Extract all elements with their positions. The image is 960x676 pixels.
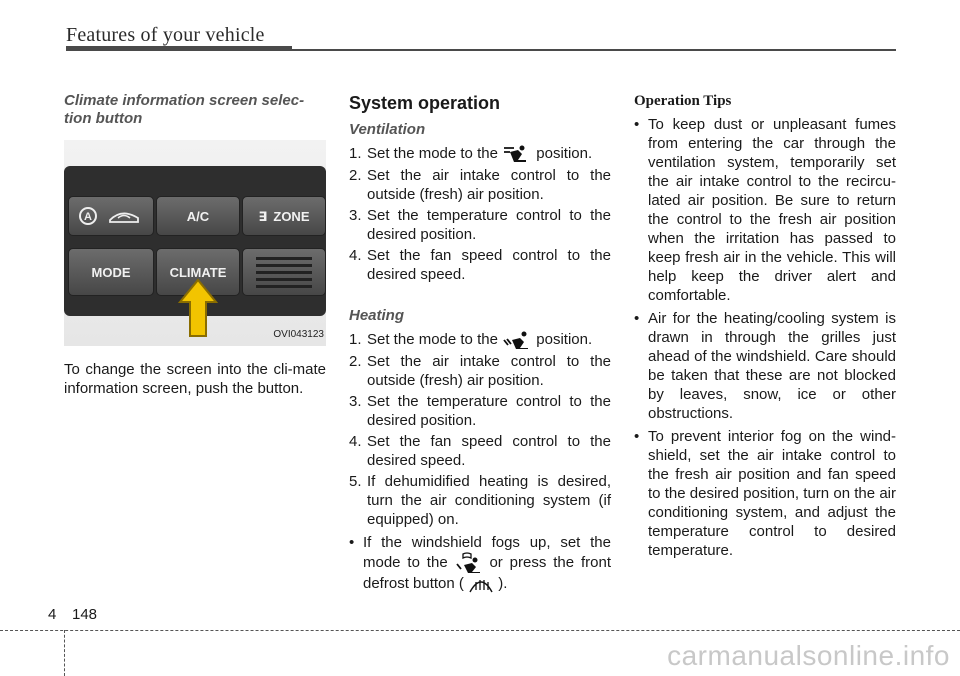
bullet-text: If the windshield fogs up, set the mode to the xyxy=(363,534,611,572)
list-item xyxy=(634,427,896,560)
step-text: Set the fan speed control to the desired speed. xyxy=(367,247,611,284)
step-number: 4. xyxy=(349,433,362,451)
step-text: position. xyxy=(536,145,593,162)
step-text: Set the temperature control to the desired position. xyxy=(367,207,611,244)
climate-button: CLIMATE xyxy=(156,248,240,296)
list-item xyxy=(349,206,611,244)
heating-heading: Heating xyxy=(349,307,405,325)
bullet-dot: • xyxy=(349,534,355,552)
list-item xyxy=(349,246,611,284)
zone-icon: ∃ xyxy=(258,208,268,224)
bullet-text: or press the front defrost button ( xyxy=(363,554,612,593)
system-operation-heading: System operation xyxy=(349,93,501,113)
step-text: Set the air intake control to the outside (fresh) air position. xyxy=(367,167,611,204)
step-text: Set the air intake control to the outside (fresh) air position. xyxy=(367,353,611,390)
header-rule-thin xyxy=(292,49,896,51)
bullet-text: To prevent interior fog on the wind-shield, set the air intake control to the fresh air position and fan speed to the desired position, turn on the air conditioning system, and adjust the temperature control to desired temperature. xyxy=(648,428,896,559)
left-heading: Climate information screen selec- tion button xyxy=(64,92,305,127)
middle-column xyxy=(349,92,611,596)
step-number: 5. xyxy=(349,473,362,491)
zone-label: ZONE xyxy=(273,208,310,224)
image-code: OVI043123 xyxy=(273,329,324,340)
bullet-dot: • xyxy=(634,428,640,445)
step-number: 1. xyxy=(349,331,362,349)
step-number: 2. xyxy=(349,353,362,371)
floor-mode-icon xyxy=(502,330,532,350)
climate-button-photo xyxy=(64,140,326,346)
list-item xyxy=(634,115,896,305)
step-text: Set the mode to the xyxy=(367,145,498,162)
operation-tips-list xyxy=(634,115,896,560)
list-item xyxy=(349,352,611,390)
chapter-number: 4 xyxy=(48,606,57,623)
right-column xyxy=(634,92,896,562)
up-arrow-icon xyxy=(178,278,218,338)
step-text: Set the fan speed control to the desired speed. xyxy=(367,433,611,470)
step-number: 2. xyxy=(349,167,362,185)
bullet-text: ). xyxy=(498,575,508,593)
heating-bullets xyxy=(349,533,611,594)
vent-mode-icon xyxy=(502,144,532,164)
auto-icon xyxy=(76,204,146,228)
step-text: Set the mode to the xyxy=(367,331,498,349)
list-item xyxy=(349,472,611,529)
header-rule xyxy=(66,46,292,51)
step-text: Set the temperature control to the desired position. xyxy=(367,393,611,430)
bullet-text: To keep dust or unpleasant fumes from entering the car through the ventilation system, temporarily set the air intake control to the recircu-lated air position. Be sure to return the control to the fresh air position when the irritation has passed to keep fresh air in the vehicle. This will help keep the driver alert and comfortable. xyxy=(648,116,896,304)
list-item xyxy=(349,392,611,430)
list-item xyxy=(634,309,896,423)
bullet-text: Air for the heating/cooling system is drawn in through the grilles just ahead of the windshield. Care should be taken that these are not blocked by leaves, snow, ice or other obstructions. xyxy=(648,310,896,422)
vent-grille xyxy=(242,248,326,296)
list-item xyxy=(349,330,611,350)
footer-rule xyxy=(0,630,960,631)
mode-button: MODE xyxy=(68,248,154,296)
watermark: carmanualsonline.info xyxy=(667,640,950,671)
step-number: 1. xyxy=(349,145,362,162)
list-item xyxy=(349,166,611,204)
operation-tips-heading: Operation Tips xyxy=(634,93,732,109)
heating-steps xyxy=(349,330,611,529)
defrost-button-icon xyxy=(468,574,494,594)
footer-divider xyxy=(64,630,65,676)
floor-defrost-mode-icon xyxy=(455,552,483,574)
step-number: 3. xyxy=(349,207,362,225)
left-paragraph: To change the screen into the cli-mate information screen, push the button. xyxy=(64,361,326,397)
step-text: If dehumidified heating is desired, turn the air conditioning system (if equipped) on. xyxy=(367,473,611,529)
list-item xyxy=(349,432,611,470)
list-item xyxy=(349,533,611,594)
step-number: 3. xyxy=(349,393,362,411)
bullet-dot: • xyxy=(634,116,640,133)
header-title: Features of your vehicle xyxy=(66,24,265,46)
svg-text:A: A xyxy=(84,211,92,223)
page-number: 148 xyxy=(72,606,98,623)
ventilation-steps xyxy=(349,144,611,284)
auto-button xyxy=(68,196,154,236)
bullet-dot: • xyxy=(634,310,640,327)
list-item xyxy=(349,144,611,164)
step-number: 4. xyxy=(349,247,362,265)
ac-button: A/C xyxy=(156,196,240,236)
left-column xyxy=(64,92,326,398)
ventilation-heading: Ventilation xyxy=(349,121,426,138)
zone-button xyxy=(242,196,326,236)
step-text: position. xyxy=(536,331,593,349)
